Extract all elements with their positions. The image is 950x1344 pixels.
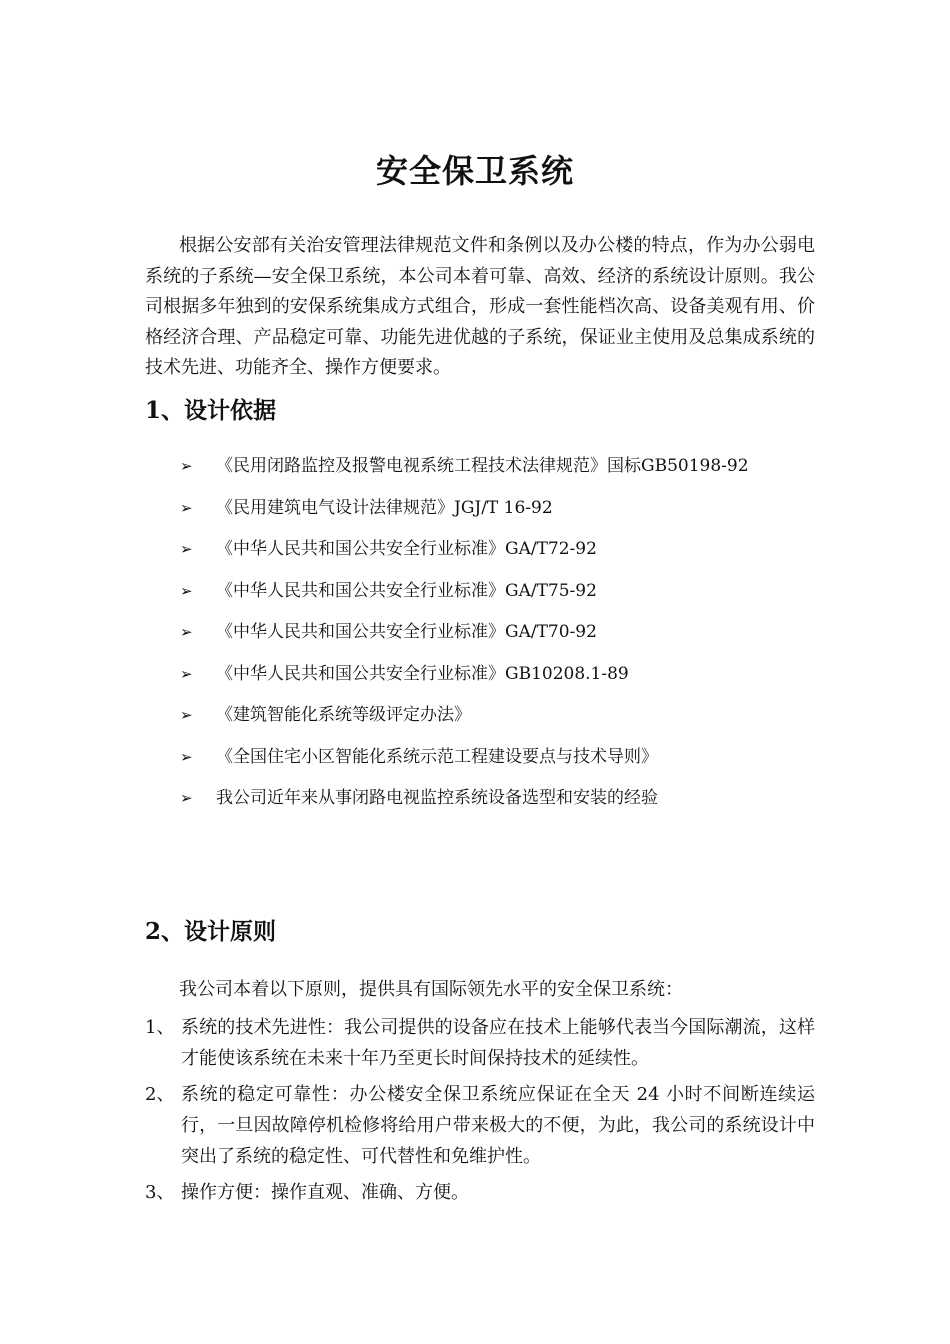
list-item [145,1012,815,1074]
list-item [180,618,860,660]
item-number: 1、 [145,1017,175,1038]
arrow-bullet-icon: ➢ [180,747,193,766]
item-text: 系统的技术先进性：我公司提供的设备应在技术上能够代表当今国际潮流，这样才能使该系统在未来十年乃至更长时间保持技术的延续性。 [181,1017,815,1069]
arrow-bullet-icon: ➢ [180,540,193,558]
list-item [180,577,860,619]
reference-text: 《中华人民共和国公共安全行业标准》GA/T72-92 [216,539,597,559]
principles-list [145,1012,815,1213]
arrow-bullet-icon: ➢ [180,706,193,724]
item-number: 3、 [145,1182,175,1203]
reference-text: 《中华人民共和国公共安全行业标准》GA/T70-92 [216,622,597,642]
reference-text: 《中华人民共和国公共安全行业标准》GB10208.1-89 [216,663,629,684]
section-heading-design-basis: 1、设计依据 [145,397,277,424]
reference-text: 我公司近年来从事闭路电视监控系统设备选型和安装的经验 [216,788,658,808]
list-item [180,494,860,536]
list-item [180,535,860,577]
list-item [180,784,860,826]
arrow-bullet-icon: ➢ [180,581,193,600]
list-item [145,1079,815,1172]
arrow-bullet-icon: ➢ [180,789,193,807]
section-heading-design-principles: 2、设计原则 [145,918,277,945]
list-item [180,452,860,494]
list-item [180,701,860,743]
intro-paragraph: 根据公安部有关治安管理法律规范文件和条例以及办公楼的特点，作为办公弱电系统的子系统—安全保卫系统，本公司本着可靠、高效、经济的系统设计原则。我公司根据多年独到的安保系统集成方式组合，形成一套性能档次高、设备美观有用、价格经济合理、产品稳定可靠、功能先进优越的子系统，保证业主使用及总集成系统的技术先进、功能齐全、操作方便要求。 [145,235,815,378]
list-item [145,1177,815,1208]
arrow-bullet-icon: ➢ [180,664,193,683]
arrow-bullet-icon: ➢ [180,498,193,517]
list-item [180,743,860,785]
list-item [180,660,860,702]
page-title: 安全保卫系统 [375,152,574,191]
arrow-bullet-icon: ➢ [180,457,193,475]
reference-text: 《民用闭路监控及报警电视系统工程技术法律规范》国标GB50198-92 [216,456,749,476]
reference-text: 《民用建筑电气设计法律规范》JGJ/T 16-92 [216,497,553,518]
item-number: 2、 [145,1084,175,1105]
reference-text: 《全国住宅小区智能化系统示范工程建设要点与技术导则》 [216,746,658,767]
principles-lead: 我公司本着以下原则，提供具有国际领先水平的安全保卫系统： [179,979,683,1000]
arrow-bullet-icon: ➢ [180,623,193,641]
item-text: 系统的稳定可靠性：办公楼安全保卫系统应保证在全天 24 小时不间断连续运行，一旦因故障停机检修将给用户带来极大的不便，为此，我公司的系统设计中突出了系统的稳定性、可代替性和免维护性。 [181,1084,815,1167]
item-text: 操作方便：操作直观、准确、方便。 [181,1182,469,1203]
reference-text: 《中华人民共和国公共安全行业标准》GA/T75-92 [216,580,597,601]
reference-list [180,452,860,826]
reference-text: 《建筑智能化系统等级评定办法》 [216,705,471,725]
